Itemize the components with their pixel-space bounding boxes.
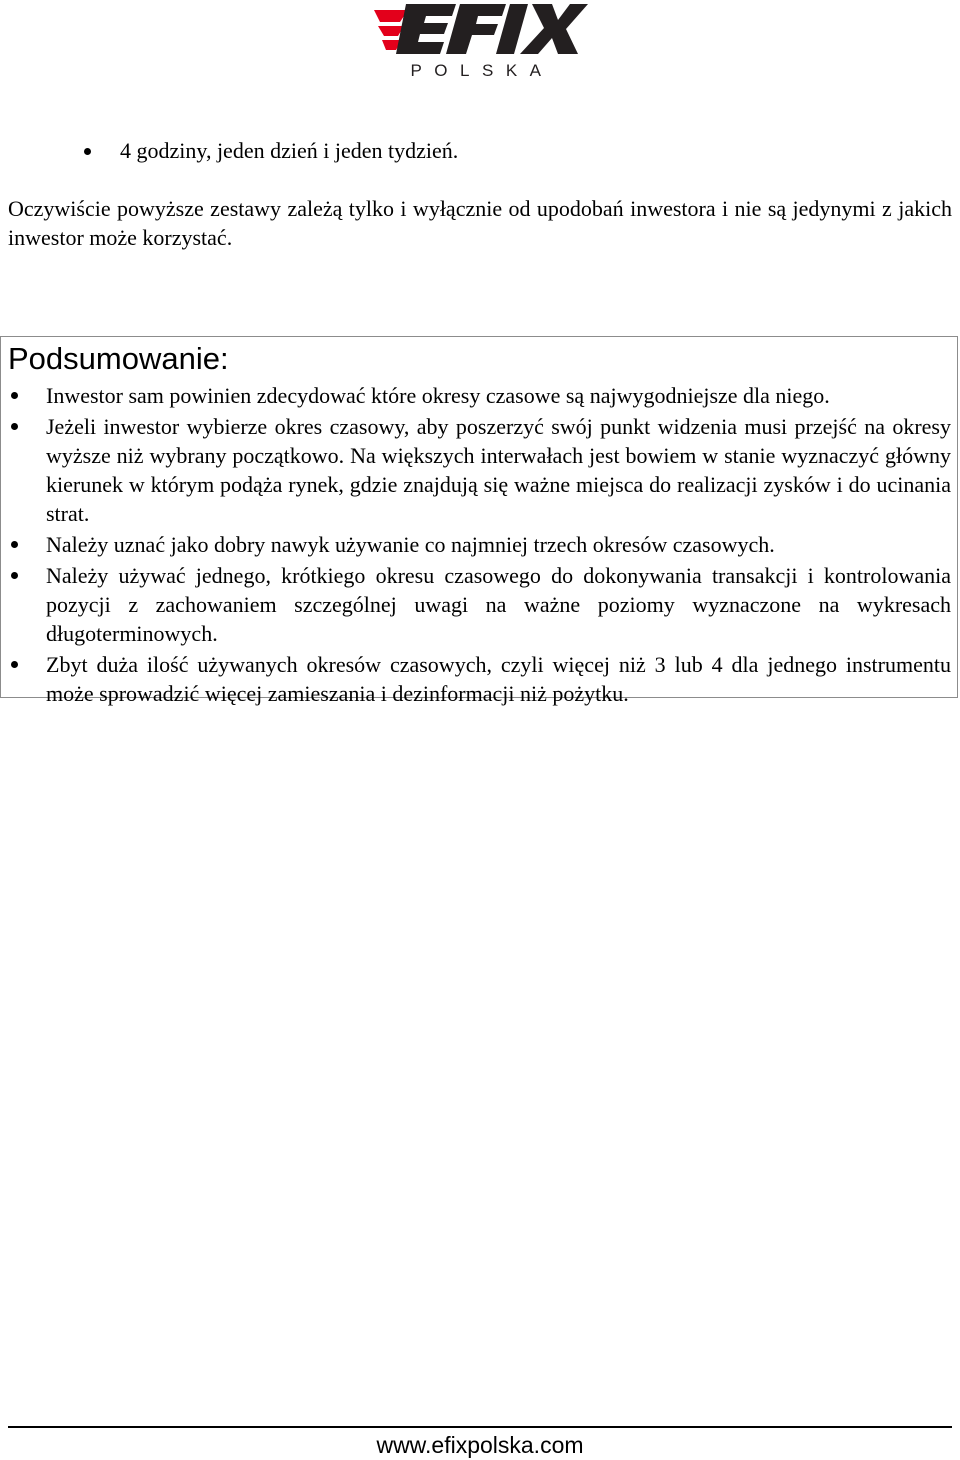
- footer-divider: [8, 1426, 952, 1428]
- summary-box: [0, 336, 958, 706]
- bullet-icon: [11, 541, 18, 548]
- bullet-icon: [11, 661, 18, 668]
- summary-item: [9, 412, 951, 528]
- logo-subtext: POLSKA: [410, 61, 554, 80]
- list-item-text: 4 godziny, jeden dzień i jeden tydzień.: [120, 138, 459, 163]
- efix-polska-logo: [372, 0, 588, 80]
- bullet-icon: [11, 423, 18, 430]
- summary-item-text: Zbyt duża ilość używanych okresów czasowych, czyli więcej niż 3 lub 4 dla jednego instrumentu może sprowadzić więcej zamieszania i dezinformacji niż pożytku.: [46, 652, 951, 706]
- intro-list: [84, 136, 904, 166]
- logo-letter-x: [520, 4, 588, 54]
- bullet-icon: [84, 148, 91, 155]
- logo-letter-e: [396, 4, 456, 54]
- summary-title: Podsumowanie:: [8, 341, 229, 376]
- summary-list: [9, 381, 951, 710]
- bullet-icon: [11, 572, 18, 579]
- summary-item: [9, 381, 951, 410]
- summary-item-text: Jeżeli inwestor wybierze okres czasowy, aby poszerzyć swój punkt widzenia musi przejść na okresy wyższe niż wybrany początkowo. Na większych interwałach jest bowiem w stanie wyznaczyć główny kierunek w którym podąża rynek, gdzie znajdują się ważne miejsca do realizacji zysków i do ucinania strat.: [46, 414, 951, 526]
- summary-item-text: Inwestor sam powinien zdecydować które okresy czasowe są najwygodniejsze dla niego.: [46, 383, 830, 408]
- summary-item: [9, 530, 951, 559]
- intro-paragraph: Oczywiście powyższe zestawy zależą tylko i wyłącznie od upodobań inwestora i nie są jedynymi z jakich inwestor może korzystać.: [8, 196, 952, 250]
- summary-item-text: Należy uznać jako dobry nawyk używanie co najmniej trzech okresów czasowych.: [46, 532, 775, 557]
- summary-item: [9, 650, 951, 708]
- logo-graphic: [372, 0, 588, 80]
- logo-letter-f: [446, 4, 506, 54]
- footer-url: www.efixpolska.com: [376, 1432, 584, 1458]
- bullet-icon: [11, 392, 18, 399]
- list-item: [84, 136, 904, 166]
- summary-item: [9, 561, 951, 648]
- summary-item-text: Należy używać jednego, krótkiego okresu czasowego do dokonywania transakcji i kontrolowania pozycji z zachowaniem szczególnej uwagi na ważne poziomy wyznaczone na wykresach długoterminowych.: [46, 563, 951, 646]
